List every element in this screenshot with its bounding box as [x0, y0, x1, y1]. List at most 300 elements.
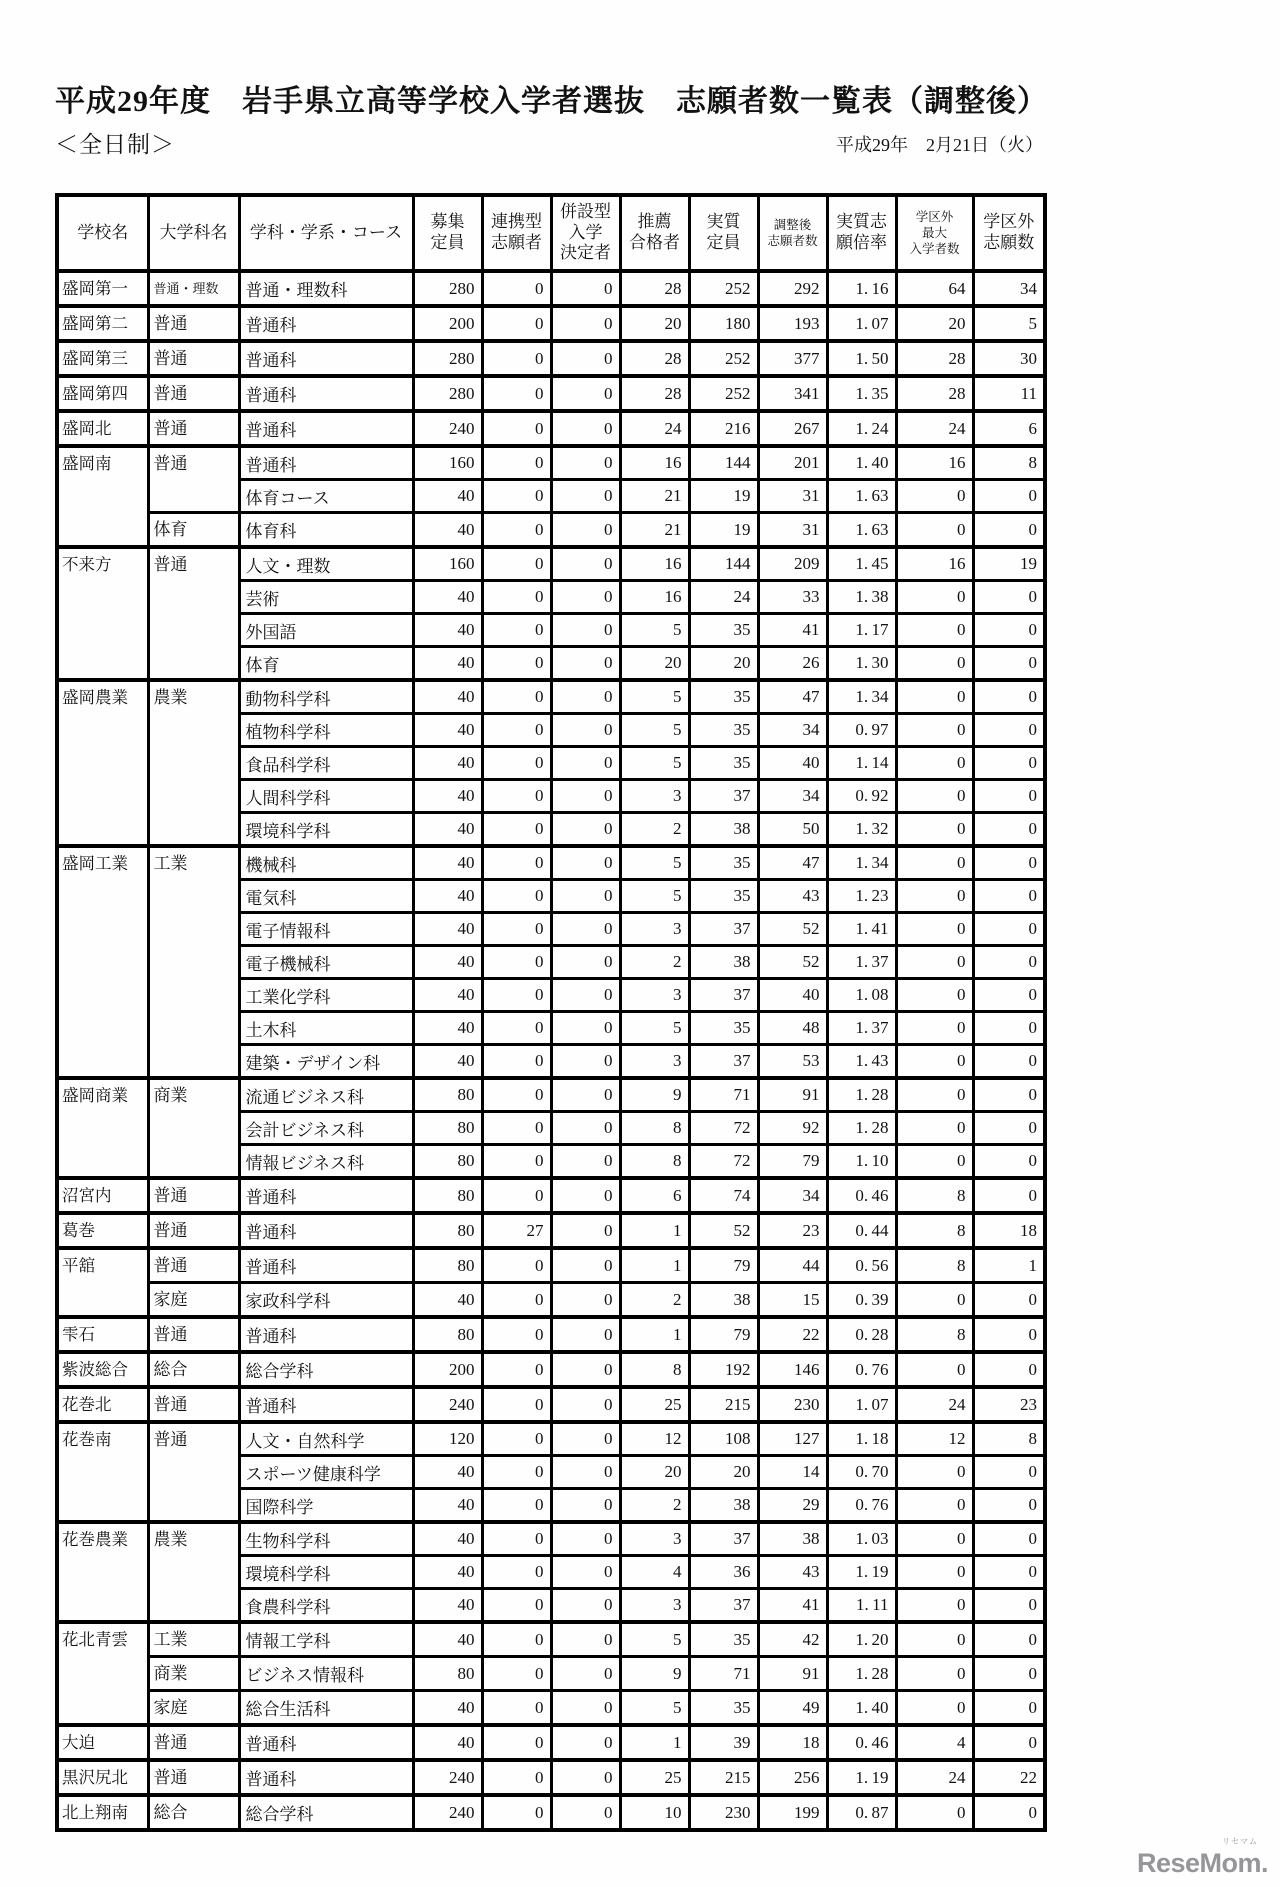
value-cell: 192	[689, 1352, 758, 1387]
value-cell: 2	[620, 1489, 689, 1523]
value-cell: 71	[689, 1078, 758, 1112]
course-cell: 電気科	[239, 880, 413, 913]
value-cell: 40	[413, 780, 482, 813]
value-cell: 0	[973, 1622, 1045, 1657]
value-cell: 1. 34	[827, 680, 896, 714]
department-cell: 普通	[148, 1422, 239, 1522]
course-cell: 電子機械科	[239, 946, 413, 979]
value-cell: 0	[896, 1489, 973, 1523]
value-cell: 0	[973, 946, 1045, 979]
course-cell: 家政科学科	[239, 1283, 413, 1318]
value-cell: 0	[896, 1795, 973, 1830]
table-header-row	[57, 195, 1045, 271]
value-cell: 1. 23	[827, 880, 896, 913]
course-cell: 生物科学科	[239, 1522, 413, 1556]
value-cell: 18	[973, 1213, 1045, 1248]
value-cell: 0	[551, 1522, 620, 1556]
value-cell: 8	[620, 1352, 689, 1387]
value-cell: 0	[973, 1456, 1045, 1489]
value-cell: 0	[896, 846, 973, 880]
value-cell: 4	[896, 1725, 973, 1760]
value-cell: 160	[413, 547, 482, 581]
value-cell: 0	[551, 1317, 620, 1352]
value-cell: 80	[413, 1248, 482, 1283]
value-cell: 16	[620, 446, 689, 480]
value-cell: 40	[413, 513, 482, 548]
school-cell: 大迫	[57, 1725, 148, 1760]
school-cell: 沼宮内	[57, 1178, 148, 1213]
value-cell: 22	[758, 1317, 827, 1352]
value-cell: 0	[973, 1078, 1045, 1112]
value-cell: 0	[551, 1622, 620, 1657]
value-cell: 35	[689, 1691, 758, 1726]
value-cell: 79	[758, 1145, 827, 1179]
value-cell: 280	[413, 341, 482, 376]
value-cell: 15	[758, 1283, 827, 1318]
value-cell: 1. 41	[827, 913, 896, 946]
value-cell: 0	[551, 1657, 620, 1691]
value-cell: 40	[413, 614, 482, 647]
value-cell: 79	[689, 1248, 758, 1283]
value-cell: 1. 40	[827, 1691, 896, 1726]
value-cell: 0	[551, 747, 620, 780]
value-cell: 1	[973, 1248, 1045, 1283]
department-cell: 体育	[148, 513, 239, 548]
value-cell: 1. 34	[827, 846, 896, 880]
value-cell: 0	[551, 446, 620, 480]
value-cell: 80	[413, 1178, 482, 1213]
value-cell: 5	[620, 846, 689, 880]
value-cell: 0	[482, 747, 551, 780]
column-header-gakkugai-shigan: 学区外 志願数	[973, 195, 1045, 271]
school-cell: 盛岡工業	[57, 846, 148, 1078]
value-cell: 8	[620, 1145, 689, 1179]
table-row	[57, 1422, 1045, 1456]
course-cell: 食農科学科	[239, 1589, 413, 1623]
value-cell: 0	[551, 846, 620, 880]
value-cell: 0	[482, 1589, 551, 1623]
value-cell: 0	[896, 1456, 973, 1489]
school-cell: 盛岡農業	[57, 680, 148, 846]
course-cell: 環境科学科	[239, 813, 413, 847]
value-cell: 40	[413, 880, 482, 913]
value-cell: 25	[620, 1760, 689, 1795]
value-cell: 19	[689, 513, 758, 548]
table-row	[57, 1078, 1045, 1112]
value-cell: 0	[896, 1622, 973, 1657]
value-cell: 1	[620, 1725, 689, 1760]
resemom-watermark: ReseMom.	[1136, 1848, 1268, 1878]
value-cell: 0	[551, 411, 620, 446]
value-cell: 1. 19	[827, 1556, 896, 1589]
value-cell: 40	[413, 480, 482, 513]
value-cell: 0	[482, 480, 551, 513]
value-cell: 0	[896, 680, 973, 714]
value-cell: 0	[973, 1145, 1045, 1179]
value-cell: 1. 45	[827, 547, 896, 581]
school-cell: 葛巻	[57, 1213, 148, 1248]
school-cell: 花巻農業	[57, 1522, 148, 1622]
value-cell: 0	[973, 480, 1045, 513]
column-header-gakkugai-max: 学区外 最大 入学者数	[896, 195, 973, 271]
value-cell: 0	[551, 513, 620, 548]
value-cell: 28	[620, 376, 689, 411]
value-cell: 240	[413, 411, 482, 446]
value-cell: 35	[689, 680, 758, 714]
course-cell: 体育コース	[239, 480, 413, 513]
value-cell: 0	[551, 1556, 620, 1589]
table-row	[57, 1283, 1045, 1318]
school-cell: 盛岡第一	[57, 271, 148, 306]
value-cell: 0	[973, 581, 1045, 614]
value-cell: 0	[551, 946, 620, 979]
value-cell: 0	[551, 714, 620, 747]
value-cell: 1. 30	[827, 647, 896, 681]
value-cell: 74	[689, 1178, 758, 1213]
value-cell: 0. 76	[827, 1352, 896, 1387]
value-cell: 0	[482, 1795, 551, 1830]
value-cell: 1. 16	[827, 271, 896, 306]
value-cell: 0. 46	[827, 1725, 896, 1760]
school-cell: 盛岡商業	[57, 1078, 148, 1178]
value-cell: 0	[551, 880, 620, 913]
course-cell: 普通科	[239, 1317, 413, 1352]
school-cell: 盛岡第二	[57, 306, 148, 341]
course-cell: 普通科	[239, 341, 413, 376]
value-cell: 21	[620, 513, 689, 548]
session-label: ＜全日制＞	[55, 132, 175, 157]
department-cell: 普通	[148, 411, 239, 446]
course-cell: 人文・理数	[239, 547, 413, 581]
value-cell: 0	[482, 813, 551, 847]
value-cell: 71	[689, 1657, 758, 1691]
department-cell: 工業	[148, 846, 239, 1078]
value-cell: 28	[620, 271, 689, 306]
table-row	[57, 1622, 1045, 1657]
value-cell: 30	[973, 341, 1045, 376]
value-cell: 27	[482, 1213, 551, 1248]
value-cell: 0	[896, 913, 973, 946]
school-cell: 盛岡北	[57, 411, 148, 446]
value-cell: 0	[551, 1178, 620, 1213]
value-cell: 40	[413, 913, 482, 946]
column-header-chousei-go: 調整後 志願者数	[758, 195, 827, 271]
value-cell: 0	[551, 1352, 620, 1387]
value-cell: 19	[973, 547, 1045, 581]
course-cell: 人文・自然科学	[239, 1422, 413, 1456]
course-cell: 普通科	[239, 376, 413, 411]
table-row	[57, 1522, 1045, 1556]
value-cell: 230	[689, 1795, 758, 1830]
value-cell: 16	[620, 547, 689, 581]
value-cell: 40	[413, 647, 482, 681]
value-cell: 0	[551, 1045, 620, 1079]
value-cell: 28	[620, 341, 689, 376]
value-cell: 34	[973, 271, 1045, 306]
value-cell: 0	[551, 547, 620, 581]
value-cell: 0	[551, 813, 620, 847]
value-cell: 216	[689, 411, 758, 446]
value-cell: 1	[620, 1248, 689, 1283]
value-cell: 1. 28	[827, 1112, 896, 1145]
school-cell: 不来方	[57, 547, 148, 680]
value-cell: 48	[758, 1012, 827, 1045]
value-cell: 144	[689, 446, 758, 480]
value-cell: 10	[620, 1795, 689, 1830]
value-cell: 72	[689, 1145, 758, 1179]
value-cell: 16	[620, 581, 689, 614]
value-cell: 40	[758, 979, 827, 1012]
value-cell: 0	[482, 1317, 551, 1352]
value-cell: 1. 40	[827, 446, 896, 480]
value-cell: 2	[620, 813, 689, 847]
value-cell: 1	[620, 1213, 689, 1248]
value-cell: 80	[413, 1078, 482, 1112]
value-cell: 0	[973, 1691, 1045, 1726]
course-cell: 建築・デザイン科	[239, 1045, 413, 1079]
value-cell: 230	[758, 1387, 827, 1422]
value-cell: 28	[896, 376, 973, 411]
department-cell: 普通	[148, 306, 239, 341]
meta-row	[55, 126, 1043, 159]
value-cell: 0	[551, 1213, 620, 1248]
course-cell: 環境科学科	[239, 1556, 413, 1589]
course-cell: 人間科学科	[239, 780, 413, 813]
value-cell: 34	[758, 714, 827, 747]
course-cell: 芸術	[239, 581, 413, 614]
value-cell: 1. 08	[827, 979, 896, 1012]
value-cell: 200	[413, 306, 482, 341]
watermark-ruby: リセマム	[1222, 1837, 1258, 1846]
value-cell: 34	[758, 1178, 827, 1213]
value-cell: 2	[620, 1283, 689, 1318]
value-cell: 19	[689, 480, 758, 513]
value-cell: 5	[620, 714, 689, 747]
value-cell: 0. 39	[827, 1283, 896, 1318]
course-cell: スポーツ健康科学	[239, 1456, 413, 1489]
value-cell: 37	[689, 979, 758, 1012]
value-cell: 1. 07	[827, 1387, 896, 1422]
value-cell: 53	[758, 1045, 827, 1079]
value-cell: 0	[482, 1352, 551, 1387]
value-cell: 0	[896, 880, 973, 913]
value-cell: 91	[758, 1657, 827, 1691]
value-cell: 0	[482, 1691, 551, 1726]
value-cell: 20	[620, 306, 689, 341]
school-cell: 花北青雲	[57, 1622, 148, 1725]
value-cell: 8	[896, 1248, 973, 1283]
value-cell: 0	[551, 1422, 620, 1456]
value-cell: 23	[973, 1387, 1045, 1422]
value-cell: 0. 44	[827, 1213, 896, 1248]
value-cell: 1. 18	[827, 1422, 896, 1456]
value-cell: 0	[482, 1657, 551, 1691]
value-cell: 0	[482, 1045, 551, 1079]
course-cell: 普通科	[239, 1387, 413, 1422]
value-cell: 37	[689, 1522, 758, 1556]
value-cell: 0	[551, 614, 620, 647]
value-cell: 0	[482, 306, 551, 341]
value-cell: 1. 37	[827, 1012, 896, 1045]
column-header-jisshitsu-teiin: 実質 定員	[689, 195, 758, 271]
value-cell: 0	[896, 513, 973, 548]
value-cell: 1. 07	[827, 306, 896, 341]
value-cell: 0	[973, 1045, 1045, 1079]
value-cell: 1. 32	[827, 813, 896, 847]
value-cell: 280	[413, 376, 482, 411]
value-cell: 41	[758, 614, 827, 647]
date-label: 平成29年 2月21日（火）	[836, 135, 1043, 155]
value-cell: 37	[689, 913, 758, 946]
value-cell: 0	[973, 1556, 1045, 1589]
value-cell: 200	[413, 1352, 482, 1387]
value-cell: 1. 03	[827, 1522, 896, 1556]
value-cell: 0	[551, 1078, 620, 1112]
school-cell: 盛岡第三	[57, 341, 148, 376]
value-cell: 21	[620, 480, 689, 513]
value-cell: 0	[551, 1725, 620, 1760]
value-cell: 0	[551, 913, 620, 946]
value-cell: 0	[482, 1387, 551, 1422]
value-cell: 0	[551, 780, 620, 813]
value-cell: 0	[551, 680, 620, 714]
value-cell: 1. 50	[827, 341, 896, 376]
table-row	[57, 1725, 1045, 1760]
value-cell: 0	[482, 913, 551, 946]
table-row	[57, 680, 1045, 714]
column-header-school: 学校名	[57, 195, 148, 271]
school-cell: 盛岡南	[57, 446, 148, 547]
value-cell: 127	[758, 1422, 827, 1456]
value-cell: 267	[758, 411, 827, 446]
course-cell: 普通科	[239, 1725, 413, 1760]
value-cell: 1. 14	[827, 747, 896, 780]
value-cell: 0	[973, 680, 1045, 714]
department-cell: 農業	[148, 1522, 239, 1622]
course-cell: 工業化学科	[239, 979, 413, 1012]
course-cell: 動物科学科	[239, 680, 413, 714]
value-cell: 146	[758, 1352, 827, 1387]
value-cell: 8	[973, 1422, 1045, 1456]
table-row	[57, 376, 1045, 411]
department-cell: 普通	[148, 1725, 239, 1760]
course-cell: 普通科	[239, 1248, 413, 1283]
value-cell: 33	[758, 581, 827, 614]
department-cell: 普通	[148, 1760, 239, 1795]
value-cell: 0	[482, 376, 551, 411]
value-cell: 209	[758, 547, 827, 581]
value-cell: 6	[620, 1178, 689, 1213]
value-cell: 35	[689, 747, 758, 780]
value-cell: 0	[551, 1589, 620, 1623]
value-cell: 1. 63	[827, 513, 896, 548]
value-cell: 41	[758, 1589, 827, 1623]
value-cell: 0	[973, 780, 1045, 813]
value-cell: 40	[413, 714, 482, 747]
value-cell: 0	[896, 1657, 973, 1691]
value-cell: 0. 70	[827, 1456, 896, 1489]
value-cell: 0	[973, 513, 1045, 548]
school-cell: 黒沢尻北	[57, 1760, 148, 1795]
course-cell: 流通ビジネス科	[239, 1078, 413, 1112]
value-cell: 0. 92	[827, 780, 896, 813]
value-cell: 215	[689, 1387, 758, 1422]
value-cell: 0	[482, 647, 551, 681]
value-cell: 5	[620, 880, 689, 913]
value-cell: 0	[551, 341, 620, 376]
value-cell: 20	[689, 1456, 758, 1489]
value-cell: 72	[689, 1112, 758, 1145]
value-cell: 0	[973, 1112, 1045, 1145]
value-cell: 40	[413, 846, 482, 880]
value-cell: 37	[689, 1045, 758, 1079]
value-cell: 240	[413, 1760, 482, 1795]
value-cell: 0	[896, 1078, 973, 1112]
value-cell: 40	[413, 946, 482, 979]
value-cell: 39	[689, 1725, 758, 1760]
value-cell: 40	[413, 581, 482, 614]
value-cell: 2	[620, 946, 689, 979]
value-cell: 0	[482, 780, 551, 813]
value-cell: 0	[482, 846, 551, 880]
value-cell: 31	[758, 480, 827, 513]
course-cell: 国際科学	[239, 1489, 413, 1523]
value-cell: 0	[896, 1522, 973, 1556]
value-cell: 24	[689, 581, 758, 614]
value-cell: 0. 28	[827, 1317, 896, 1352]
value-cell: 377	[758, 341, 827, 376]
value-cell: 35	[689, 880, 758, 913]
value-cell: 0	[551, 1691, 620, 1726]
value-cell: 0	[551, 1489, 620, 1523]
course-cell: 外国語	[239, 614, 413, 647]
value-cell: 35	[689, 1012, 758, 1045]
value-cell: 52	[758, 913, 827, 946]
value-cell: 40	[413, 1725, 482, 1760]
course-cell: 普通科	[239, 1178, 413, 1213]
value-cell: 8	[973, 446, 1045, 480]
course-cell: 普通科	[239, 306, 413, 341]
table-body	[57, 271, 1045, 1830]
value-cell: 160	[413, 446, 482, 480]
value-cell: 12	[620, 1422, 689, 1456]
value-cell: 37	[689, 780, 758, 813]
column-header-renkei: 連携型 志願者	[482, 195, 551, 271]
value-cell: 240	[413, 1387, 482, 1422]
value-cell: 35	[689, 614, 758, 647]
value-cell: 35	[689, 714, 758, 747]
value-cell: 0	[482, 1456, 551, 1489]
value-cell: 5	[973, 306, 1045, 341]
value-cell: 20	[620, 1456, 689, 1489]
course-cell: ビジネス情報科	[239, 1657, 413, 1691]
value-cell: 40	[413, 680, 482, 714]
value-cell: 1. 11	[827, 1589, 896, 1623]
value-cell: 180	[689, 306, 758, 341]
department-cell: 普通	[148, 341, 239, 376]
column-header-heisetsu: 併設型 入学 決定者	[551, 195, 620, 271]
value-cell: 8	[896, 1178, 973, 1213]
value-cell: 0	[973, 1522, 1045, 1556]
value-cell: 0	[896, 1045, 973, 1079]
table-row	[57, 341, 1045, 376]
value-cell: 3	[620, 1522, 689, 1556]
value-cell: 37	[689, 1589, 758, 1623]
value-cell: 0	[482, 1522, 551, 1556]
value-cell: 1	[620, 1317, 689, 1352]
value-cell: 1. 43	[827, 1045, 896, 1079]
value-cell: 120	[413, 1422, 482, 1456]
